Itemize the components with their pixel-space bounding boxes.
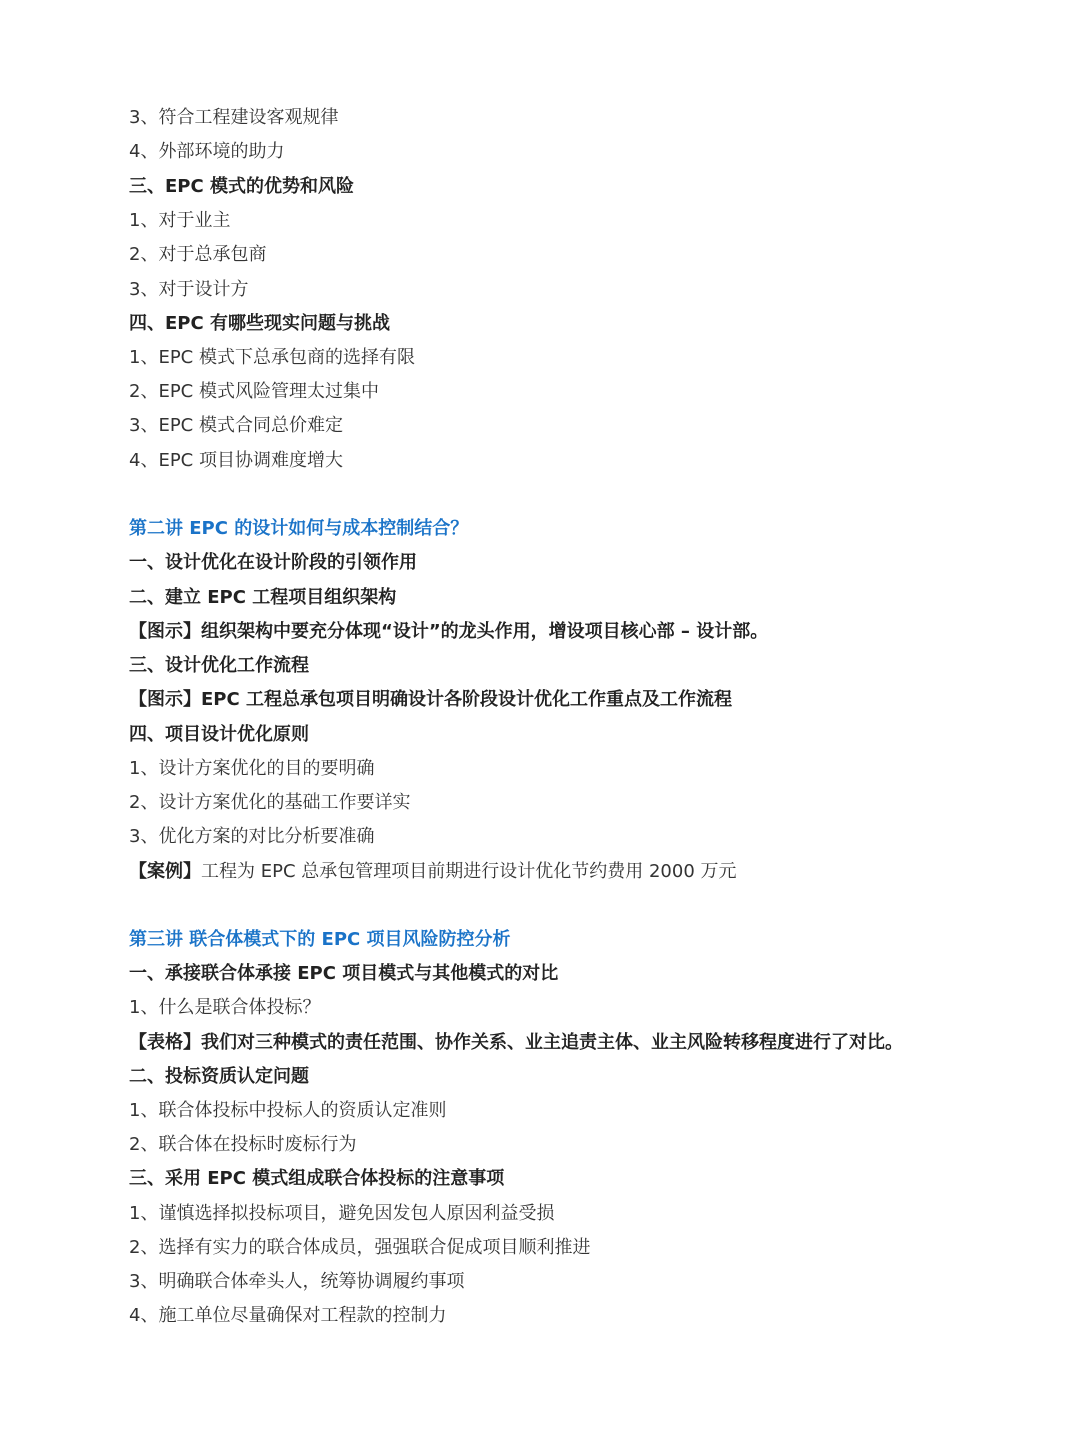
lecture-title: 第三讲 联合体模式下的 EPC 项目风险防控分析 (129, 929, 511, 950)
figure-text: EPC 工程总承包项目明确设计各阶段设计优化工作重点及工作流程 (201, 689, 732, 710)
list-item: 1、联合体投标中投标人的资质认定准则 (129, 1100, 447, 1121)
list-item: 2、设计方案优化的基础工作要详实 (129, 792, 411, 813)
section-heading: 三、EPC 模式的优势和风险 (129, 176, 354, 197)
list-item: 3、符合工程建设客观规律 (129, 107, 339, 128)
section-heading: 三、设计优化工作流程 (129, 655, 309, 676)
figure-note (129, 620, 768, 644)
list-item: 3、优化方案的对比分析要准确 (129, 826, 375, 847)
section-heading: 一、设计优化在设计阶段的引领作用 (129, 552, 417, 573)
list-item: 2、选择有实力的联合体成员，强强联合促成项目顺利推进 (129, 1237, 591, 1258)
list-item: 2、对于总承包商 (129, 244, 267, 265)
list-item: 1、对于业主 (129, 210, 231, 231)
list-item: 1、设计方案优化的目的要明确 (129, 758, 375, 779)
figure-tag: 【图示】 (129, 689, 201, 710)
section-heading: 一、承接联合体承接 EPC 项目模式与其他模式的对比 (129, 963, 559, 984)
list-item: 2、联合体在投标时废标行为 (129, 1134, 357, 1155)
list-item: 1、EPC 模式下总承包商的选择有限 (129, 347, 415, 368)
list-item: 1、什么是联合体投标？ (129, 997, 321, 1018)
list-item: 4、施工单位尽量确保对工程款的控制力 (129, 1305, 447, 1326)
list-item: 3、EPC 模式合同总价难定 (129, 415, 343, 436)
figure-text: 组织架构中要充分体现“设计”的龙头作用，增设项目核心部 – 设计部。 (201, 621, 769, 642)
case-note (129, 860, 737, 884)
section-heading: 四、项目设计优化原则 (129, 724, 309, 745)
list-item: 2、EPC 模式风险管理太过集中 (129, 381, 379, 402)
figure-tag: 【图示】 (129, 621, 201, 642)
table-tag: 【表格】 (129, 1032, 201, 1053)
list-item: 3、明确联合体牵头人，统筹协调履约事项 (129, 1271, 465, 1292)
section-heading: 二、建立 EPC 工程项目组织架构 (129, 587, 397, 608)
section-heading: 三、采用 EPC 模式组成联合体投标的注意事项 (129, 1168, 505, 1189)
list-item: 3、对于设计方 (129, 279, 249, 300)
section-heading: 四、EPC 有哪些现实问题与挑战 (129, 313, 390, 334)
case-text: 工程为 EPC 总承包管理项目前期进行设计优化节约费用 2000 万元 (201, 861, 737, 882)
list-item: 4、EPC 项目协调难度增大 (129, 450, 343, 471)
lecture-title: 第二讲 EPC 的设计如何与成本控制结合？ (129, 518, 469, 539)
list-item: 4、外部环境的助力 (129, 141, 285, 162)
case-tag: 【案例】 (129, 861, 201, 882)
table-text: 我们对三种模式的责任范围、协作关系、业主追责主体、业主风险转移程度进行了对比。 (201, 1032, 903, 1053)
section-heading: 二、投标资质认定问题 (129, 1066, 309, 1087)
list-item: 1、谨慎选择拟投标项目，避免因发包人原因利益受损 (129, 1203, 555, 1224)
table-note (129, 1031, 903, 1055)
figure-note (129, 688, 732, 712)
